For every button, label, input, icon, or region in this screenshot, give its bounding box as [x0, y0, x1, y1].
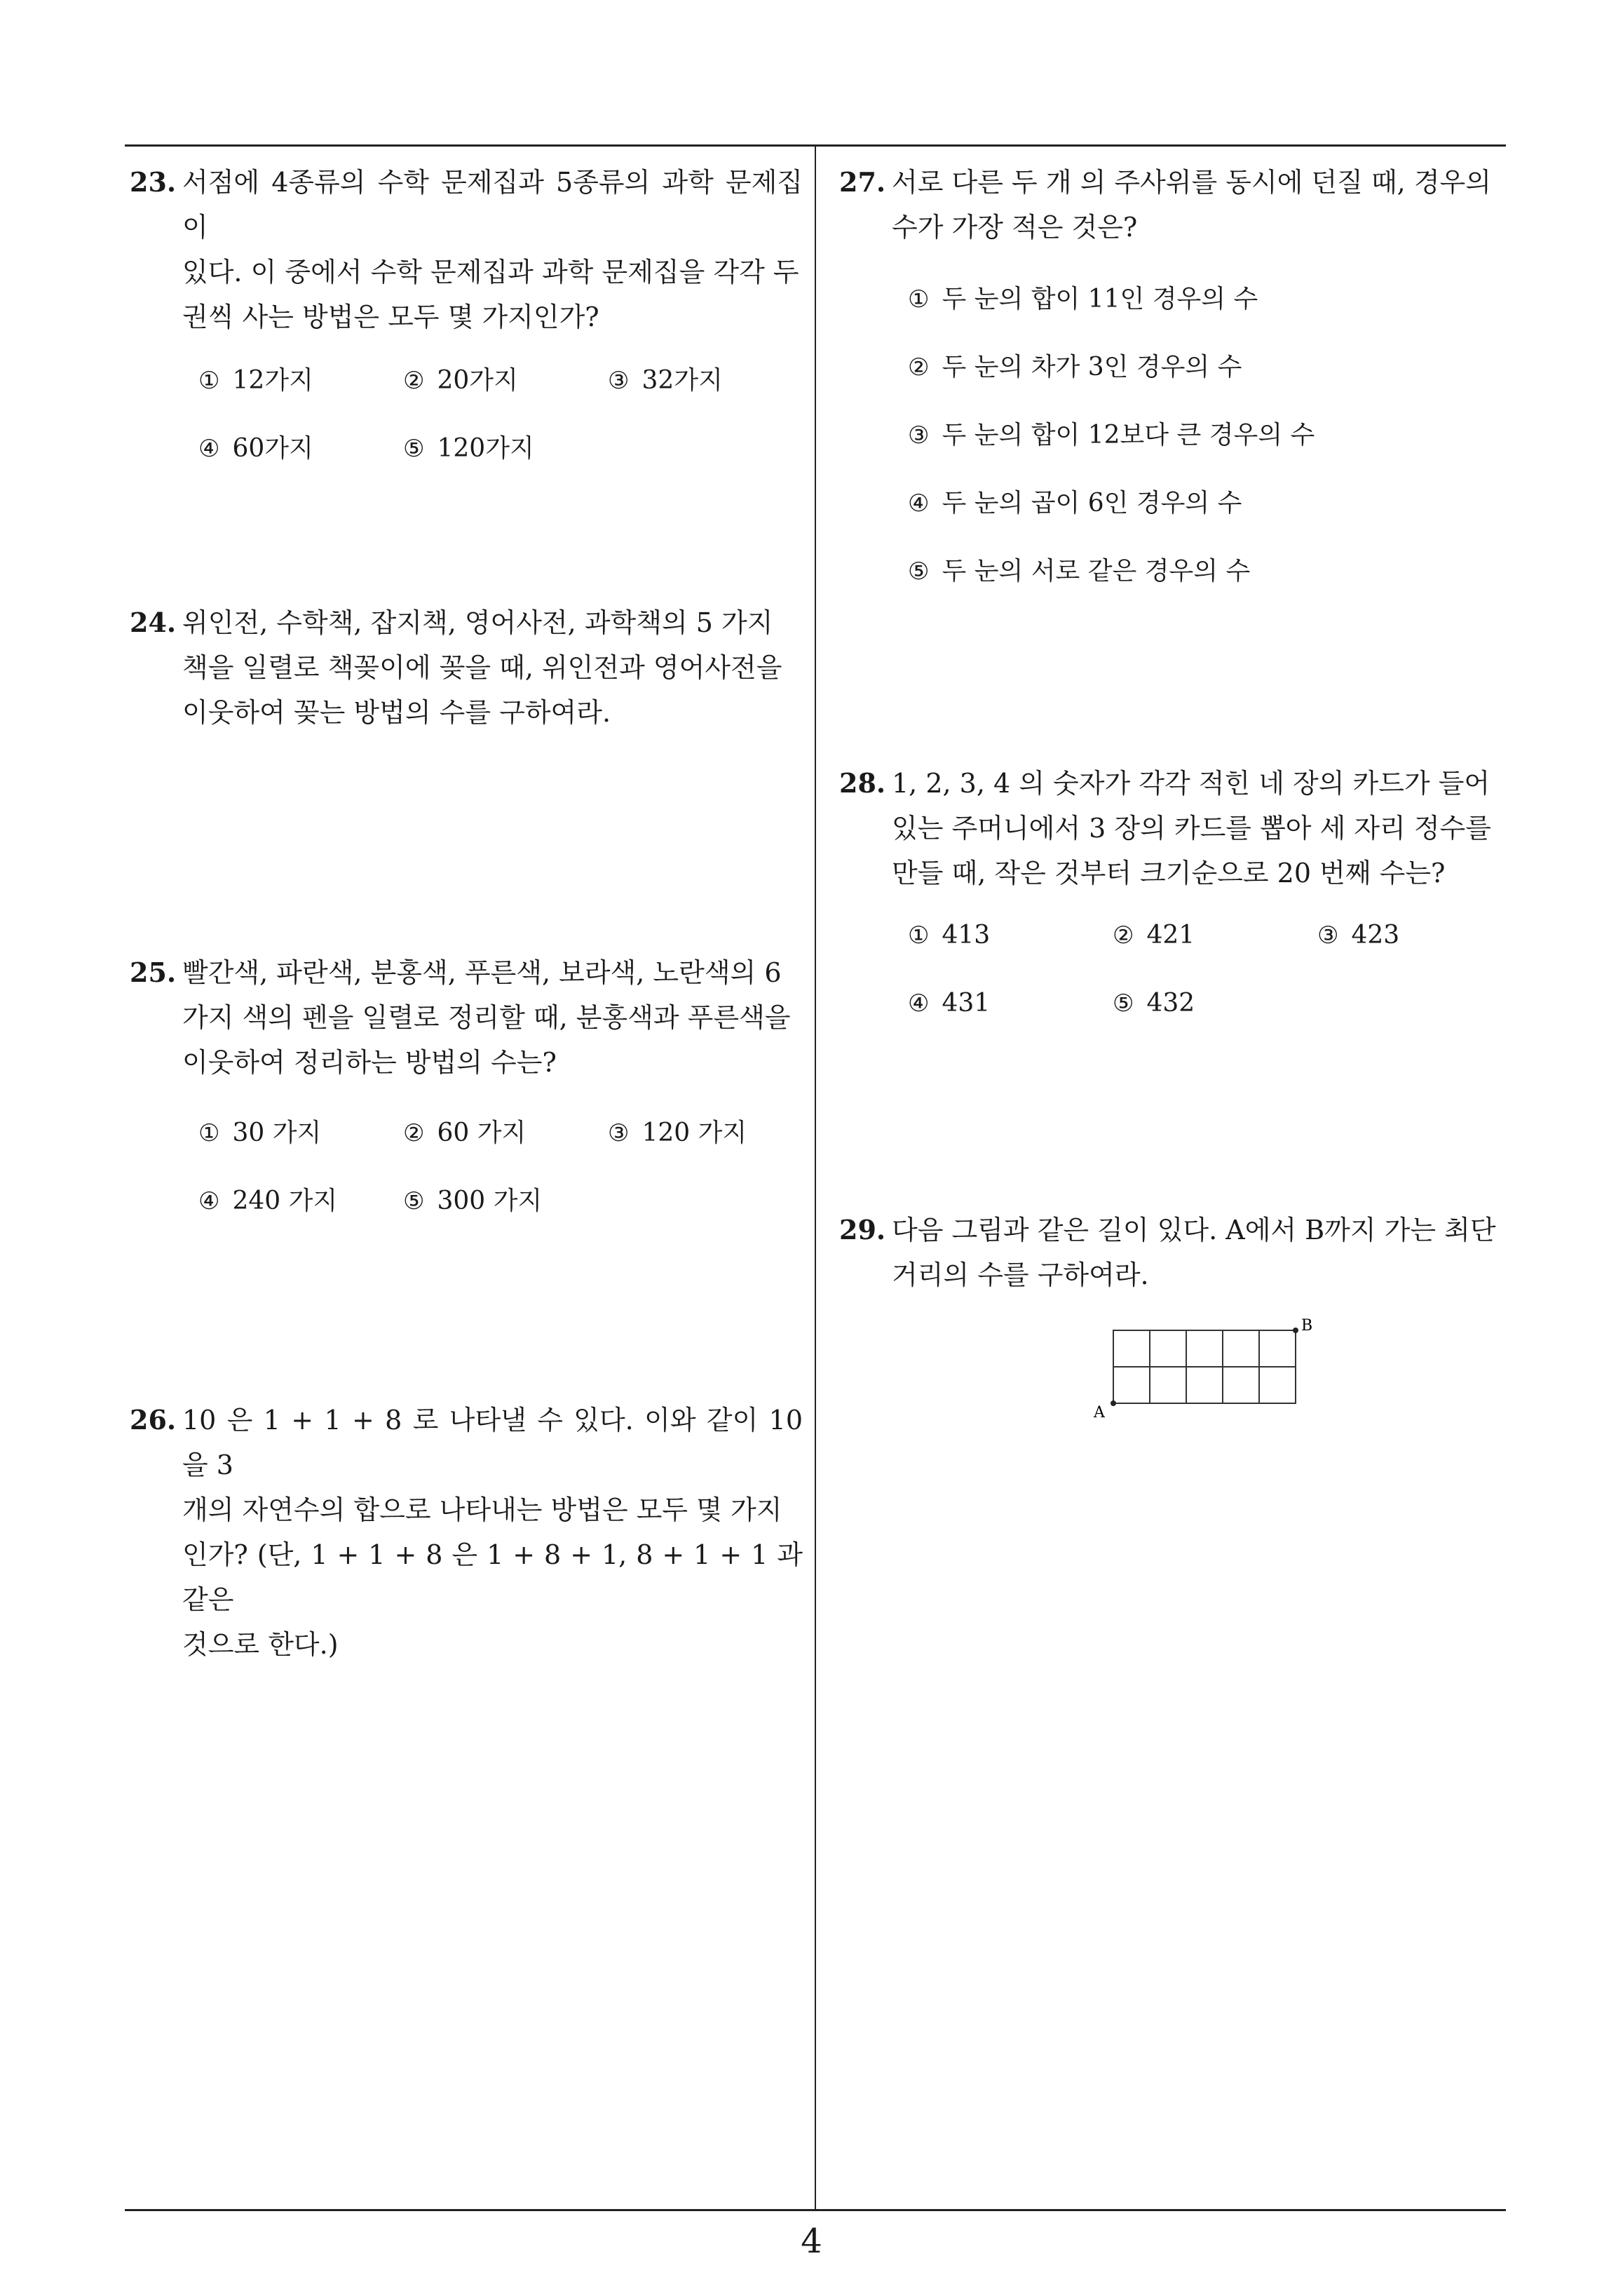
choice-text: 30 가지	[232, 1119, 322, 1147]
choice-mark: ③	[908, 421, 930, 450]
problem-line: 인가? (단, 1 + 1 + 8 은 1 + 8 + 1, 8 + 1 + 1 과 같은	[182, 1539, 803, 1615]
choice-mark: ⑤	[1113, 990, 1134, 1018]
point-b-dot	[1293, 1328, 1298, 1333]
problem-line: 이웃하여 정리하는 방법의 수는?	[182, 1047, 557, 1078]
choice-text: 12가지	[232, 366, 313, 395]
problem-line: 권씩 사는 방법은 모두 몇 가지인가?	[182, 302, 599, 332]
grid-path-figure	[1092, 1315, 1317, 1427]
choice-text: 두 눈의 서로 같은 경우의 수	[942, 557, 1251, 586]
answer-choices	[908, 279, 1512, 588]
choice-mark: ②	[403, 367, 425, 395]
choice-2[interactable]	[908, 347, 1242, 383]
problem-27	[839, 160, 1512, 588]
problem-number: 25.	[130, 957, 177, 988]
choice-5[interactable]	[908, 551, 1250, 587]
choice-mark: ⑤	[403, 435, 425, 463]
problem-number: 29.	[839, 1214, 886, 1245]
choice-3[interactable]	[608, 360, 723, 396]
point-a-dot	[1111, 1400, 1116, 1406]
problem-text	[892, 160, 1512, 250]
choice-text: 두 눈의 곱이 6인 경우의 수	[942, 489, 1242, 518]
choice-mark: ①	[908, 285, 930, 313]
choice-4[interactable]	[908, 483, 1242, 519]
problem-line: 10 은 1 + 1 + 8 로 나타낼 수 있다. 이와 같이 10 을 3	[182, 1405, 803, 1480]
choice-mark: ②	[908, 353, 930, 381]
answer-choices	[198, 1113, 803, 1232]
problem-text	[892, 761, 1512, 896]
problem-text	[182, 1398, 803, 1667]
choice-text: 300 가지	[437, 1187, 543, 1215]
choice-5[interactable]	[403, 428, 534, 464]
choice-3[interactable]	[908, 415, 1315, 451]
choice-text: 두 눈의 합이 11인 경우의 수	[942, 285, 1258, 313]
choice-4[interactable]	[908, 989, 990, 1018]
choice-1[interactable]	[908, 279, 1258, 315]
choice-mark: ④	[198, 435, 220, 463]
problem-line: 가지 색의 펜을 일렬로 정리할 때, 분홍색과 푸른색을	[182, 1002, 791, 1033]
choice-text: 120가지	[437, 434, 534, 463]
choice-3[interactable]	[608, 1113, 747, 1149]
problem-number: 27.	[839, 166, 886, 198]
choice-mark: ④	[908, 990, 930, 1018]
grid-lines	[1113, 1330, 1296, 1403]
choice-2[interactable]	[403, 1113, 526, 1149]
choice-2[interactable]	[1113, 921, 1195, 950]
choice-1[interactable]	[198, 360, 313, 396]
problem-line: 개의 자연수의 합으로 나타내는 방법은 모두 몇 가지	[182, 1494, 782, 1525]
problem-24	[130, 600, 803, 735]
choice-4[interactable]	[198, 428, 313, 464]
choice-mark: ④	[198, 1187, 220, 1215]
problem-line: 서로 다른 두 개 의 주사위를 동시에 던질 때, 경우의	[892, 167, 1491, 198]
choice-text: 240 가지	[232, 1187, 338, 1215]
choice-mark: ④	[908, 489, 930, 518]
choice-text: 432	[1146, 989, 1195, 1018]
problem-number: 28.	[839, 767, 886, 799]
choice-text: 32가지	[641, 366, 723, 395]
choice-text: 두 눈의 합이 12보다 큰 경우의 수	[942, 421, 1315, 450]
problem-number: 26.	[130, 1404, 177, 1436]
choice-mark: ①	[198, 1119, 220, 1147]
answer-choices	[198, 360, 803, 480]
problem-line: 책을 일렬로 책꽂이에 꽂을 때, 위인전과 영어사전을	[182, 652, 782, 683]
choice-text: 423	[1351, 921, 1400, 950]
page-number: 4	[801, 2222, 822, 2261]
problem-line: 빨간색, 파란색, 분홍색, 푸른색, 보라색, 노란색의 6	[182, 957, 782, 988]
point-b-label: B	[1301, 1317, 1313, 1335]
problem-26	[130, 1398, 803, 1667]
choice-4[interactable]	[198, 1181, 337, 1217]
choice-mark: ③	[1317, 921, 1339, 950]
choice-mark: ②	[403, 1119, 425, 1147]
choice-2[interactable]	[403, 360, 518, 396]
problem-number: 24.	[130, 607, 177, 638]
problem-text	[182, 600, 803, 735]
problem-line: 1, 2, 3, 4 의 숫자가 각각 적힌 네 장의 카드가 들어	[892, 768, 1490, 799]
choice-text: 60 가지	[437, 1119, 527, 1147]
column-divider	[815, 144, 816, 2210]
answer-choices	[908, 921, 1512, 1040]
choice-1[interactable]	[908, 921, 990, 950]
choice-mark: ①	[908, 921, 930, 950]
bottom-rule	[125, 2209, 1506, 2211]
problem-text	[182, 160, 803, 339]
point-a-label: A	[1094, 1404, 1105, 1422]
choice-text: 두 눈의 차가 3인 경우의 수	[942, 353, 1242, 381]
problem-line: 거리의 수를 구하여라.	[892, 1260, 1149, 1290]
problem-line: 것으로 한다.)	[182, 1629, 339, 1660]
choice-3[interactable]	[1317, 921, 1399, 950]
problem-line: 있다. 이 중에서 수학 문제집과 과학 문제집을 각각 두	[182, 257, 799, 288]
choice-mark: ⑤	[403, 1187, 425, 1215]
choice-5[interactable]	[403, 1181, 542, 1217]
problem-line: 수가 가장 적은 것은?	[892, 212, 1138, 243]
choice-1[interactable]	[198, 1113, 321, 1149]
problem-29	[839, 1208, 1512, 1297]
choice-text: 60가지	[232, 434, 313, 463]
problem-25	[130, 950, 803, 1232]
problem-text	[892, 1208, 1512, 1297]
problem-line: 있는 주머니에서 3 장의 카드를 뽑아 세 자리 정수를	[892, 813, 1491, 844]
problem-line: 이웃하여 꽂는 방법의 수를 구하여라.	[182, 697, 611, 728]
problem-line: 만들 때, 작은 것부터 크기순으로 20 번째 수는?	[892, 858, 1446, 889]
choice-mark: ②	[1113, 921, 1134, 950]
choice-5[interactable]	[1113, 989, 1195, 1018]
choice-text: 431	[942, 989, 991, 1018]
choice-text: 20가지	[437, 366, 518, 395]
problem-28	[839, 761, 1512, 1040]
choice-text: 421	[1146, 921, 1195, 950]
problem-23	[130, 160, 803, 480]
problem-line: 다음 그림과 같은 길이 있다. A에서 B까지 가는 최단	[892, 1215, 1496, 1245]
choice-text: 413	[942, 921, 991, 950]
problem-text	[182, 950, 803, 1085]
choice-mark: ③	[608, 367, 630, 395]
problem-number: 23.	[130, 166, 177, 198]
problem-line: 서점에 4종류의 수학 문제집과 5종류의 과학 문제집이	[182, 167, 803, 243]
choice-mark: ③	[608, 1119, 630, 1147]
choice-mark: ①	[198, 367, 220, 395]
problem-line: 위인전, 수학책, 잡지책, 영어사전, 과학책의 5 가지	[182, 607, 773, 638]
choice-mark: ⑤	[908, 558, 930, 586]
choice-text: 120 가지	[641, 1119, 747, 1147]
